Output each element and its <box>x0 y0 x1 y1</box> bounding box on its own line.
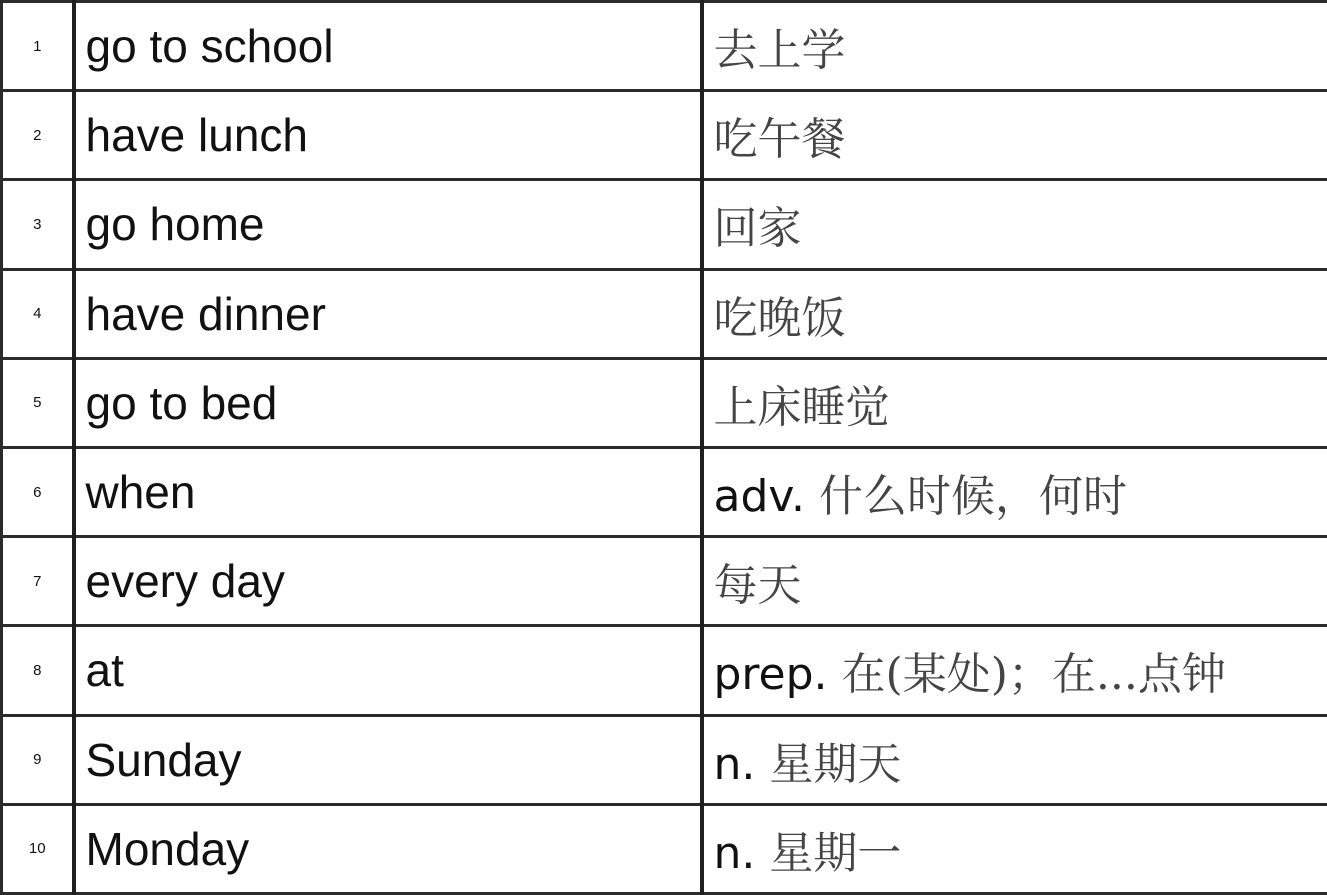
chinese-meaning-cell <box>702 715 1327 804</box>
table-row <box>2 715 1327 804</box>
row-number: 4 <box>2 269 74 358</box>
row-number: 3 <box>2 180 74 269</box>
table-row <box>2 180 1327 269</box>
row-number: 10 <box>2 804 74 893</box>
chinese-meaning-cell <box>702 91 1327 180</box>
table-row <box>2 2 1327 91</box>
chinese-meaning: 每天 <box>713 560 802 612</box>
part-of-speech: adv. <box>713 471 819 523</box>
english-term: have dinner <box>74 269 702 358</box>
row-number: 5 <box>2 358 74 447</box>
chinese-meaning: 吃午餐 <box>713 114 846 166</box>
chinese-meaning-cell <box>702 804 1327 893</box>
chinese-meaning-cell <box>702 447 1327 536</box>
table-row <box>2 804 1327 893</box>
english-term: when <box>74 447 702 536</box>
table-row <box>2 358 1327 447</box>
chinese-meaning: 什么时候，何时 <box>819 471 1127 523</box>
part-of-speech: prep. <box>713 649 842 701</box>
chinese-meaning: 在(某处)；在...点钟 <box>841 649 1226 701</box>
chinese-meaning: 上床睡觉 <box>713 381 890 433</box>
chinese-meaning: 去上学 <box>713 25 846 77</box>
english-term: go home <box>74 180 702 269</box>
row-number: 9 <box>2 715 74 804</box>
english-term: go to school <box>74 2 702 91</box>
english-term: have lunch <box>74 91 702 180</box>
table-row <box>2 537 1327 626</box>
part-of-speech: n. <box>713 827 770 879</box>
table-row <box>2 91 1327 180</box>
english-term: go to bed <box>74 358 702 447</box>
english-term: at <box>74 626 702 715</box>
chinese-meaning: 星期一 <box>769 827 902 879</box>
english-term: Sunday <box>74 715 702 804</box>
chinese-meaning: 星期天 <box>769 738 902 790</box>
chinese-meaning-cell <box>702 626 1327 715</box>
chinese-meaning: 回家 <box>713 203 802 255</box>
row-number: 1 <box>2 2 74 91</box>
part-of-speech: n. <box>713 738 770 790</box>
table-row <box>2 447 1327 536</box>
table-row <box>2 626 1327 715</box>
row-number: 2 <box>2 91 74 180</box>
table-row <box>2 269 1327 358</box>
row-number: 8 <box>2 626 74 715</box>
row-number: 6 <box>2 447 74 536</box>
english-term: Monday <box>74 804 702 893</box>
chinese-meaning-cell <box>702 2 1327 91</box>
chinese-meaning-cell <box>702 537 1327 626</box>
chinese-meaning-cell <box>702 180 1327 269</box>
chinese-meaning: 吃晚饭 <box>713 292 846 344</box>
chinese-meaning-cell <box>702 358 1327 447</box>
chinese-meaning-cell <box>702 269 1327 358</box>
row-number: 7 <box>2 537 74 626</box>
english-term: every day <box>74 537 702 626</box>
